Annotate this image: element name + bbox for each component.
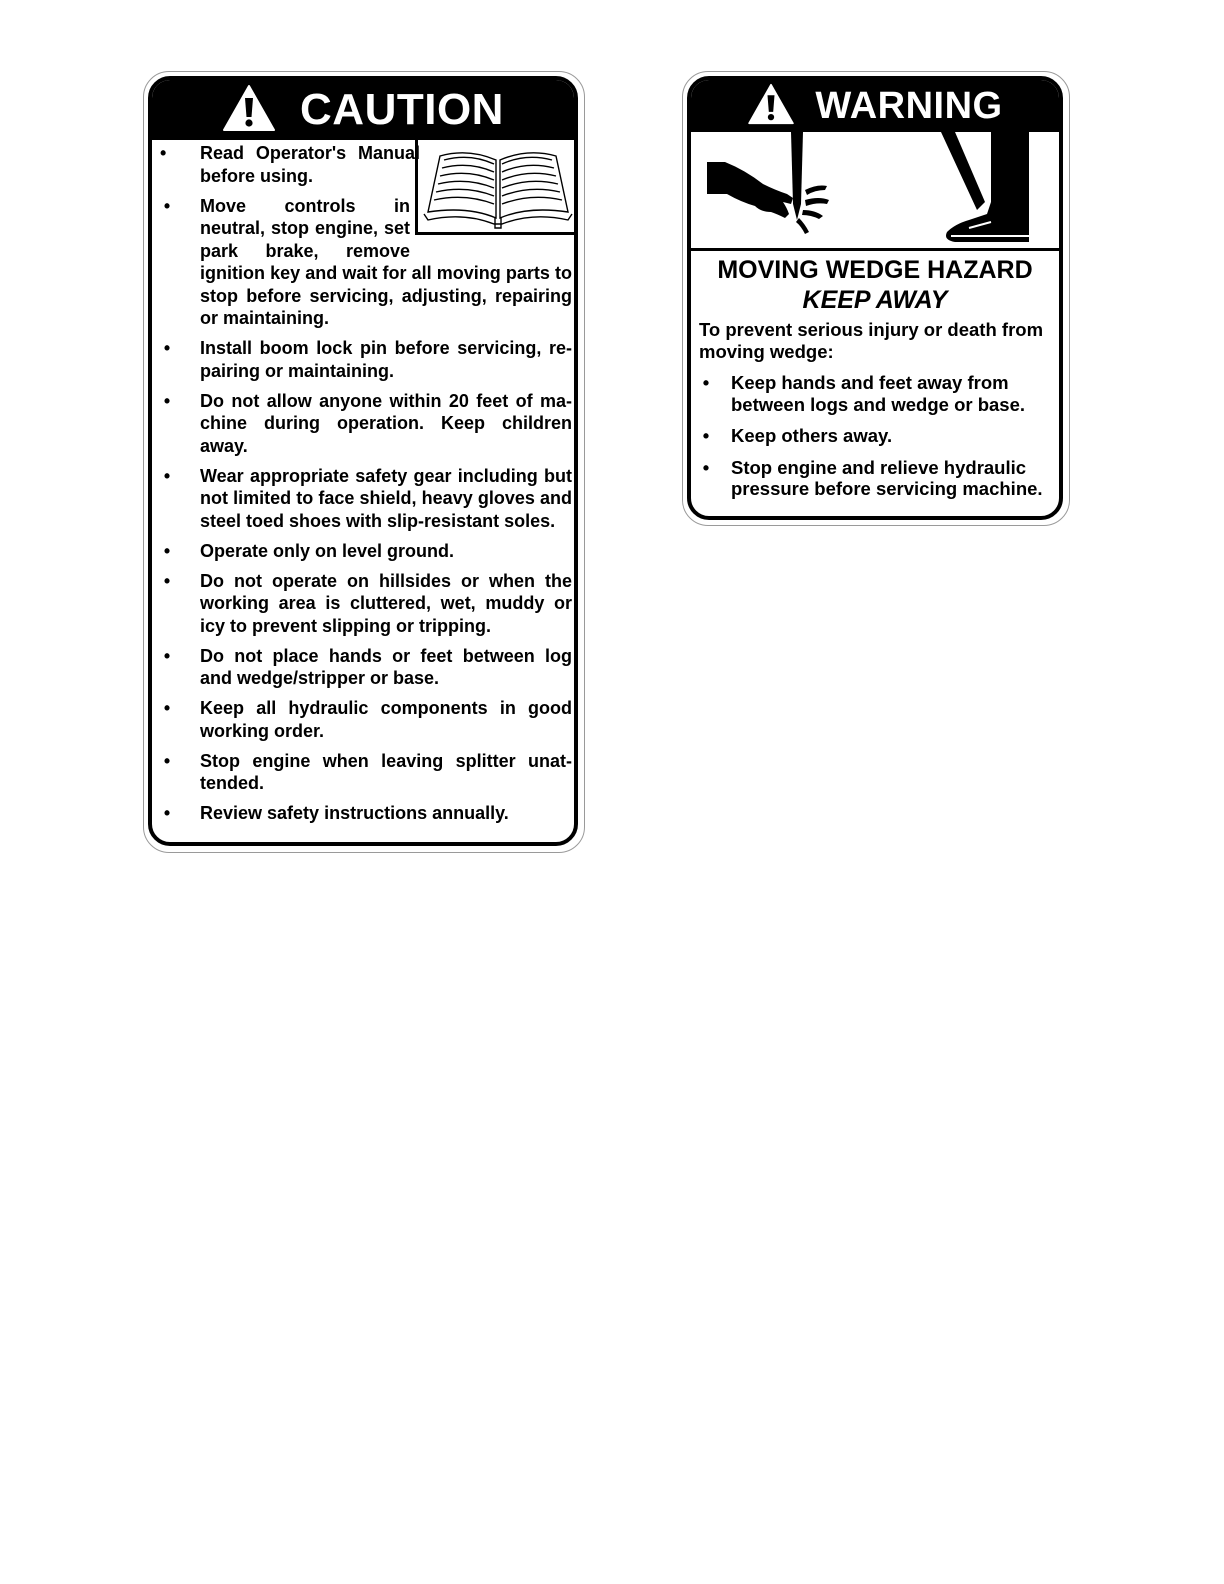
bullet: • xyxy=(160,143,167,163)
caution-header xyxy=(152,80,574,140)
list-item-text: Wear appropriate safety gear including but not limited to face shield, heavy gloves and steel toed shoes with slip-resistant soles. xyxy=(200,465,572,531)
list-item xyxy=(160,570,572,638)
bullet: • xyxy=(163,698,171,718)
list-item xyxy=(160,697,572,742)
list-item-text: Stop engine when leaving splitter unat-tended. xyxy=(200,750,572,793)
bullet: • xyxy=(163,465,171,486)
bullet: • xyxy=(163,540,171,561)
hazard-subtitle: KEEP AWAY xyxy=(802,286,948,314)
list-item xyxy=(699,425,1059,447)
list-item xyxy=(699,372,1059,415)
bullet: • xyxy=(702,372,710,393)
list-item-text: Keep hands and feet away from between logs and wedge or base. xyxy=(731,372,1026,415)
list-item-text: Read Operator's Manual before using. xyxy=(200,143,420,186)
list-item xyxy=(160,645,572,690)
list-item-text: Review safety instructions annually. xyxy=(200,803,509,823)
bullet: • xyxy=(702,456,710,478)
caution-title: CAUTION xyxy=(300,85,504,134)
list-item xyxy=(699,457,1059,500)
warning-decal xyxy=(687,76,1063,520)
list-item xyxy=(160,142,420,187)
list-item xyxy=(160,802,572,825)
list-item xyxy=(160,337,572,382)
list-item-text: Do not allow anyone within 20 feet of ma-chine during operation. Keep children away. xyxy=(200,390,572,456)
list-item-text: Stop engine and relieve hydraulic pressure before servicing machine. xyxy=(731,456,1043,499)
list-item-text: Move controls in neutral, stop engine, set park brake, remove ignition key and wait for all moving parts to stop before servicing, adjusting, repairing or maintaining. xyxy=(200,195,572,328)
bullet: • xyxy=(163,570,171,591)
list-item xyxy=(160,390,572,458)
list-item-text: Install boom lock pin before servicing, re-pairing or maintaining. xyxy=(200,338,572,381)
list-item-text: Keep others away. xyxy=(731,425,893,446)
foot-crush-icon xyxy=(933,132,1037,249)
bullet: • xyxy=(702,425,710,446)
bullet: • xyxy=(163,338,171,358)
bullet: • xyxy=(163,645,171,666)
warning-triangle-icon xyxy=(222,84,276,137)
list-item-text: Operate only on level ground. xyxy=(200,540,455,561)
hazard-pictograms xyxy=(691,132,1059,251)
warning-title: WARNING xyxy=(815,84,1003,127)
bullet: • xyxy=(163,195,171,216)
hand-crush-icon xyxy=(705,132,835,249)
bullet: • xyxy=(163,750,171,771)
bullet: • xyxy=(163,803,171,823)
list-item xyxy=(160,750,572,795)
list-item-text: Do not place hands or feet between log and wedge/stripper or base. xyxy=(200,645,572,688)
list-item-text: Keep all hydraulic components in good working order. xyxy=(200,698,572,741)
list-item xyxy=(160,465,572,533)
warning-triangle-icon xyxy=(747,83,795,130)
hazard-intro: To prevent serious injury or death from moving wedge: xyxy=(699,319,1044,362)
list-item-text: Do not operate on hillsides or when the working area is cluttered, wet, muddy or icy to prevent slipping or tripping. xyxy=(200,570,572,636)
warning-instruction-list xyxy=(699,372,1059,510)
hazard-title: MOVING WEDGE HAZARD xyxy=(717,256,1033,284)
warning-header xyxy=(691,80,1059,132)
list-item xyxy=(160,540,572,563)
bullet: • xyxy=(163,390,171,411)
caution-instruction-list xyxy=(160,142,572,832)
caution-decal xyxy=(148,76,578,846)
list-item xyxy=(160,195,572,330)
